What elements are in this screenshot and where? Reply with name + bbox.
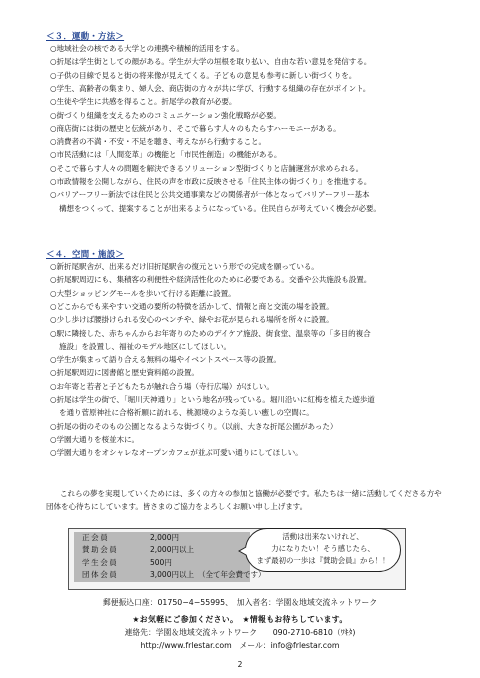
membership-fee-table [74, 532, 266, 582]
list-item [50, 446, 442, 459]
list-item-text: ○折尾駅周辺に図書館と歴史資料館の設置。 [50, 368, 199, 378]
fee-amount: 2,000円以上 [150, 545, 194, 555]
list-item [50, 69, 442, 82]
list-item-text: ○学園大通りを桜並木に。 [50, 434, 139, 444]
list-item-text: ○駅に隣接した、赤ちゃんからお年寄りのためのデイケア施設、街食堂、温泉等の「多目的複合 [50, 328, 371, 338]
bubble-line: 力になりたい！そう感じたら、 [271, 544, 375, 553]
list-item-text: ○どこからでも来やすい交通の要所の特徴を活かして、情報と商と交流の場を設置。 [50, 301, 334, 311]
fee-row [74, 544, 250, 556]
list-item-text: ○折尾駅周辺にも、集積客の利便性や経済活性化のために必要である。交番や公共施設も設置。 [50, 275, 372, 285]
list-item [50, 82, 442, 95]
fee-name: 団体会員 [82, 570, 119, 580]
fee-note: （全て年会費です） [198, 570, 266, 580]
list-item [50, 313, 442, 326]
list-item [50, 287, 442, 300]
list-item-text: ○折尾は学生の街で、「堀川天神通り」という地名が残っている。堀川沿いに紅梅を植えた遊歩道 [50, 395, 375, 404]
fee-name: 賛助会員 [82, 545, 119, 555]
list-item [50, 327, 442, 354]
list-item-text: ○地域社会の核である大学との連携や積極的活用をする。 [50, 44, 244, 53]
list-item [50, 366, 442, 379]
list-item [50, 109, 442, 122]
list-item-text: ○バリアーフリー新法では住民と公共交通事業などの関係者が一体となってバリアーフリー基本 [50, 190, 370, 200]
list-item [50, 135, 442, 148]
list-item-text: ○学園大通りをオシャレなオープンカフェが並ぶ可愛い通りにしてほしい。 [50, 448, 303, 458]
list-item-continuation: 施設」を設置し、福祉のモデル地区にしてほしい。 [59, 341, 231, 351]
list-item-text: ○折尾は学生街としての顔がある。学生が大学の垣根を取り払い、自由な若い意見を発信する。 [50, 57, 372, 67]
list-item-text: ○学生が集まって語り合える無料の場やイベントスペース等の設置。 [50, 355, 281, 365]
list-item-text: ○新折尾駅舎が、出来るだけ旧折尾駅舎の復元という形での完成を願っている。 [50, 262, 319, 271]
list-item [50, 353, 442, 366]
contact-web-email: http://www.frlestar.com メール：info@frlestar.com [140, 641, 340, 650]
list-item-text: ○折尾の街のそのもの公園となるような街づくり。（以前、大きな折尾公園があった） [50, 421, 338, 431]
list-item [50, 95, 442, 108]
section3-title: ＜３．運動・方法＞ [46, 31, 125, 41]
invitation-line: ★お気軽にご参加ください。 ★情報もお待ちしています。 [132, 615, 348, 624]
fee-row [74, 557, 250, 569]
fee-row [74, 532, 250, 544]
list-item [50, 55, 442, 68]
list-item [50, 175, 442, 188]
list-item-text: ○消費者の不満・不安・不足を聴き、考えながら行動すること。 [50, 137, 267, 147]
list-item-text: ○お年寄と若者と子どもたちが触れ合う場（寺行広場）がほしい。 [50, 381, 274, 391]
support-speech-bubble [245, 528, 401, 572]
list-item [50, 393, 442, 420]
fee-name: 正会員 [82, 533, 110, 542]
list-item-text: ○子供の目線で見ると街の将来像が見えてくる。子どもの意見も参考に新しい街づくりを。 [50, 70, 357, 80]
list-item-text: ○市民活動には「人間変革」の機能と「市民性創造」の機能がある。 [50, 150, 282, 160]
list-item [50, 300, 442, 313]
bubble-line: 活動は出来ないけれど、 [282, 532, 364, 541]
list-item [50, 122, 442, 135]
list-item-text: ○市政情報を公開しながら、住民の声を市政に反映させる「住民主体の街づくり」を推進する。 [50, 177, 372, 186]
bubble-line: まず最初の一歩は『賛助会員』から！！ [256, 556, 390, 565]
section4-title: ＜４．空間・施設＞ [46, 249, 125, 259]
list-item-text: ○そこで暮らす人々の問題を解決できるソリューション型街づくりと店舗運営が求められる。 [50, 163, 364, 173]
fee-row [74, 569, 266, 581]
postal-transfer-account: 郵便振込口座：01750−4−55995、 加入者名：学園＆地域交流ネットワーク [102, 598, 378, 607]
list-item [50, 380, 442, 393]
list-item [50, 433, 442, 446]
fee-amount: 2,000円 [150, 533, 179, 542]
contact-phone: 連絡先：学園＆地域交流ネットワーク 090-2710-6810（ﾜｷﾀ) [124, 628, 356, 637]
list-item [50, 273, 442, 286]
list-item [50, 188, 442, 215]
list-item [50, 148, 442, 161]
list-item-text: ○大型ショッピングモールを歩いて行ける距離に設置。 [50, 288, 236, 298]
fee-amount: 3,000円以上 [150, 570, 194, 580]
list-item [50, 260, 442, 273]
page-number: 2 [237, 660, 243, 669]
list-item-continuation: 構想をつくって、提案することが出来るようになっている。住民自らが考えていく機会が必要。 [59, 203, 381, 213]
list-item [50, 42, 442, 55]
list-item-text: ○商店街には街の歴史と伝統があり、そこで暮らす人々のもたらすハーモニーがある。 [50, 123, 341, 133]
list-item-text: ○街づくり組織を支えるためのコミュニケーション強化戦略が必要。 [50, 110, 281, 120]
list-item [50, 420, 442, 433]
list-item-continuation: を通り菅原神社に合格祈願に訪れる、桃源境のような美しい癒しの空間に。 [59, 408, 314, 418]
list-item-text: ○少し歩けば腰掛けられる安心のベンチや、緑やお花が見られる場所を所々に設置。 [50, 315, 334, 325]
speech-bubble-tail-fill [240, 547, 247, 555]
closing-paragraph: これらの夢を実現していくためには、多くの方々の参加と協働が必要です。私たちは一緒に活動してくださる方や団体を心待ちにしています。皆さまのご協力をよろしくお願い申し上げます。 [46, 489, 442, 512]
fee-amount: 500円 [150, 557, 172, 567]
fee-name: 学生会員 [82, 557, 119, 567]
list-item-text: ○生徒や学生に共感を得ること。折尾学の教育が必要。 [50, 97, 237, 107]
list-item-text: ○学生、高齢者の集まり、婦人会、商店街の方々が共に学び、行動する組織の存在がポイント。 [50, 83, 371, 93]
list-item [50, 162, 442, 175]
